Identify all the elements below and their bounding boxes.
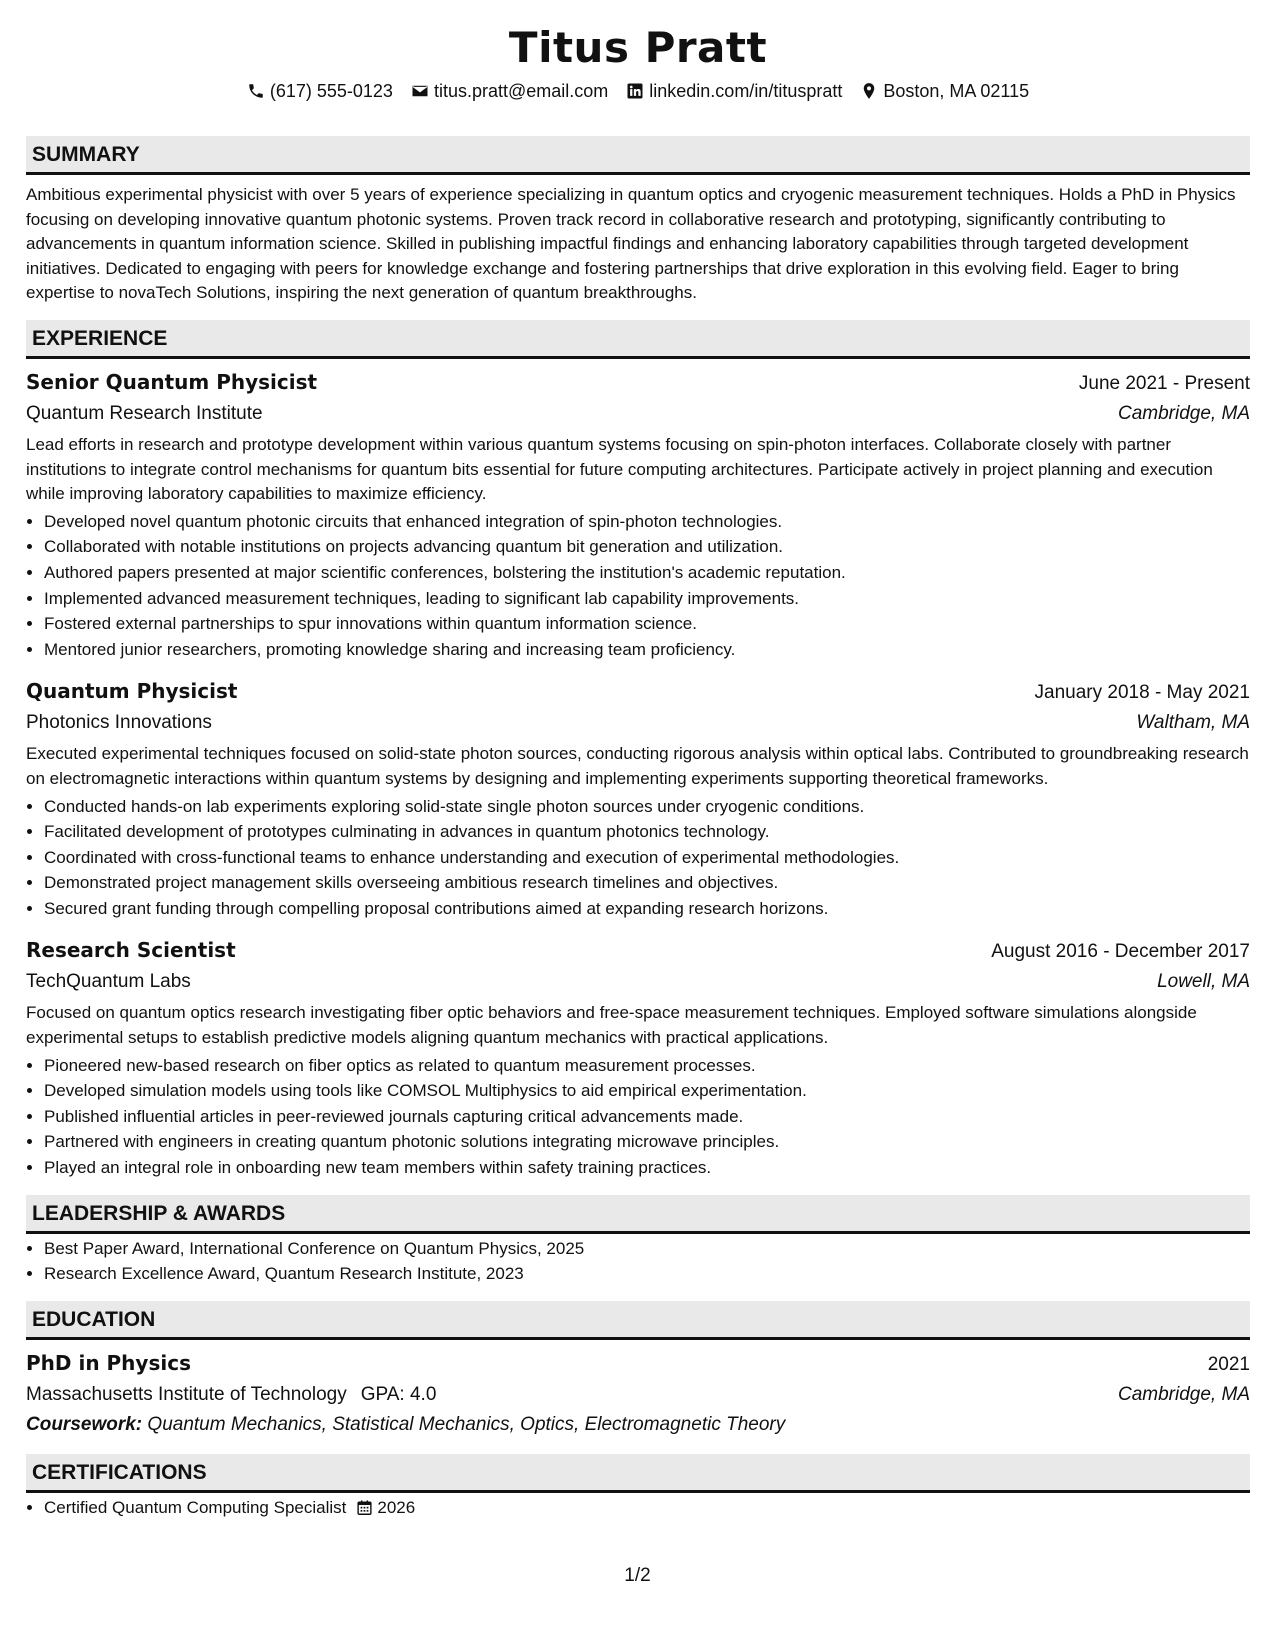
coursework-list: Quantum Mechanics, Statistical Mechanics, Optics, Electromagnetic Theory xyxy=(147,1413,786,1435)
calendar-icon xyxy=(356,1499,373,1516)
school-line xyxy=(26,1380,436,1410)
job-bullet: • Implemented advanced measurement techniques, leading to significant lab capability improvements. xyxy=(44,586,1250,612)
award-item: • Research Excellence Award, Quantum Research Institute, 2023 xyxy=(44,1261,1250,1287)
education-entry xyxy=(26,1348,1250,1440)
awards-list xyxy=(26,1236,1250,1287)
map-pin-icon xyxy=(860,82,878,100)
summary-heading: SUMMARY xyxy=(26,136,1250,175)
coursework xyxy=(26,1410,1250,1440)
job-dates: January 2018 - May 2021 xyxy=(1034,682,1250,704)
contact-email[interactable] xyxy=(411,78,608,104)
job-title: Research Scientist xyxy=(26,938,236,963)
job-title: Quantum Physicist xyxy=(26,679,238,704)
phone-text: (617) 555-0123 xyxy=(269,81,393,101)
job-company: Photonics Innovations xyxy=(26,712,212,734)
job-bullet: • Conducted hands-on lab experiments exploring solid-state single photon sources under cryogenic conditions. xyxy=(44,794,1250,820)
job-bullet: • Partnered with engineers in creating quantum photonic solutions integrating microwave principles. xyxy=(44,1129,1250,1155)
job-bullet: • Secured grant funding through compelling proposal contributions aimed at expanding research horizons. xyxy=(44,896,1250,922)
job-bullets xyxy=(26,509,1250,663)
job-bullet: • Authored papers presented at major scientific conferences, bolstering the institution's academic reputation. xyxy=(44,560,1250,586)
certification-year: 2026 xyxy=(377,1497,416,1517)
job-bullet: • Published influential articles in peer-reviewed journals capturing critical advancements made. xyxy=(44,1104,1250,1130)
email-text: titus.pratt@email.com xyxy=(433,81,609,101)
job-location: Waltham, MA xyxy=(1136,712,1250,734)
job-bullet: • Facilitated development of prototypes culminating in advances in quantum photonics technology. xyxy=(44,819,1250,845)
job-bullet: • Fostered external partnerships to spur innovations within quantum information science. xyxy=(44,611,1250,637)
linkedin-text: linkedin.com/in/tituspratt xyxy=(649,81,843,101)
resume-page xyxy=(26,20,1250,1520)
contact-linkedin[interactable] xyxy=(626,78,842,104)
job-bullet: • Developed simulation models using tools like COMSOL Multiphysics to aid empirical experimentation. xyxy=(44,1078,1250,1104)
experience-heading: EXPERIENCE xyxy=(26,320,1250,359)
award-item: • Best Paper Award, International Conference on Quantum Physics, 2025 xyxy=(44,1236,1250,1262)
job-title: Senior Quantum Physicist xyxy=(26,369,318,394)
school-name: Massachusetts Institute of Technology xyxy=(26,1383,347,1405)
job-bullets xyxy=(26,1053,1250,1181)
contact-bar xyxy=(26,78,1250,104)
page-number: 1/2 xyxy=(624,1565,651,1586)
location-text: Boston, MA 02115 xyxy=(883,81,1030,101)
gpa: GPA: 4.0 xyxy=(360,1383,437,1405)
job-entry xyxy=(26,367,1250,662)
contact-location xyxy=(860,78,1029,104)
envelope-icon xyxy=(411,82,429,100)
job-company: Quantum Research Institute xyxy=(26,402,263,424)
job-company: TechQuantum Labs xyxy=(26,971,191,993)
job-bullet: • Coordinated with cross-functional teams to enhance understanding and execution of experimental methodologies. xyxy=(44,845,1250,871)
summary-text: Ambitious experimental physicist with over 5 years of experience specializing in quantum optics and cryogenic measurement techniques. Holds a PhD in Physics focusing on developing innovative quantum photonic systems. Proven track record in collaborative research and prototyping, significantly contributing to advancements in quantum information science. Skilled in publishing impactful findings and enhancing laboratory capabilities through targeted development initiatives. Dedicated to engaging with peers for knowledge exchange and fostering partnerships that drive exploration in this evolving field. Eager to bring expertise to novaTech Solutions, inspiring the next generation of quantum breakthroughs. xyxy=(26,185,1236,303)
job-dates: June 2021 - Present xyxy=(1078,372,1250,394)
job-bullet: • Played an integral role in onboarding new team members within safety training practices. xyxy=(44,1155,1250,1181)
candidate-name: Titus Pratt xyxy=(508,23,768,72)
job-dates: August 2016 - December 2017 xyxy=(991,941,1250,963)
job-description: Focused on quantum optics research investigating fiber optic behaviors and free-space measurement techniques. Employed software simulations alongside experimental setups to establish predictive models aligning quantum mechanics with practical applications. xyxy=(26,1003,1197,1048)
certifications-list xyxy=(26,1495,1250,1521)
job-bullet: • Demonstrated project management skills overseeing ambitious research timelines and objectives. xyxy=(44,870,1250,896)
certification-item xyxy=(44,1495,1250,1521)
certification-name: • Certified Quantum Computing Specialist xyxy=(44,1497,347,1517)
certifications-heading: CERTIFICATIONS xyxy=(26,1454,1250,1493)
job-bullet: • Pioneered new-based research on fiber optics as related to quantum measurement processes. xyxy=(44,1053,1250,1079)
contact-phone[interactable] xyxy=(247,78,393,104)
job-description: Executed experimental techniques focused on solid-state photon sources, conducting rigorous analysis within optical labs. Contributed to groundbreaking research on electromagnetic interactions within quantum systems by designing and implementing experiments supporting theoretical frameworks. xyxy=(26,744,1249,788)
job-bullets xyxy=(26,794,1250,922)
job-bullet: • Collaborated with notable institutions on projects advancing quantum bit generation and utilization. xyxy=(44,534,1250,560)
awards-heading: LEADERSHIP & AWARDS xyxy=(26,1195,1250,1234)
job-description: Lead efforts in research and prototype development within various quantum systems focusing on spin-photon interfaces. Collaborate closely with partner institutions to integrate control mechanisms for quantum bits essential for future computing architectures. Participate actively in project planning and execution while improving laboratory capabilities to maximize efficiency. xyxy=(26,434,1213,504)
job-bullet: • Developed novel quantum photonic circuits that enhanced integration of spin-photon technologies. xyxy=(44,509,1250,535)
education-heading: EDUCATION xyxy=(26,1301,1250,1340)
coursework-label: Coursework: xyxy=(26,1413,143,1435)
job-location: Cambridge, MA xyxy=(1118,402,1250,424)
job-entry xyxy=(26,676,1250,921)
phone-icon xyxy=(247,82,265,100)
job-location: Lowell, MA xyxy=(1157,971,1250,993)
degree: PhD in Physics xyxy=(26,1350,191,1375)
job-bullet: • Mentored junior researchers, promoting knowledge sharing and increasing team proficiency. xyxy=(44,637,1250,663)
graduation-year: 2021 xyxy=(1207,1353,1250,1375)
school-location: Cambridge, MA xyxy=(1118,1383,1250,1405)
linkedin-icon xyxy=(626,82,644,100)
job-entry xyxy=(26,935,1250,1180)
